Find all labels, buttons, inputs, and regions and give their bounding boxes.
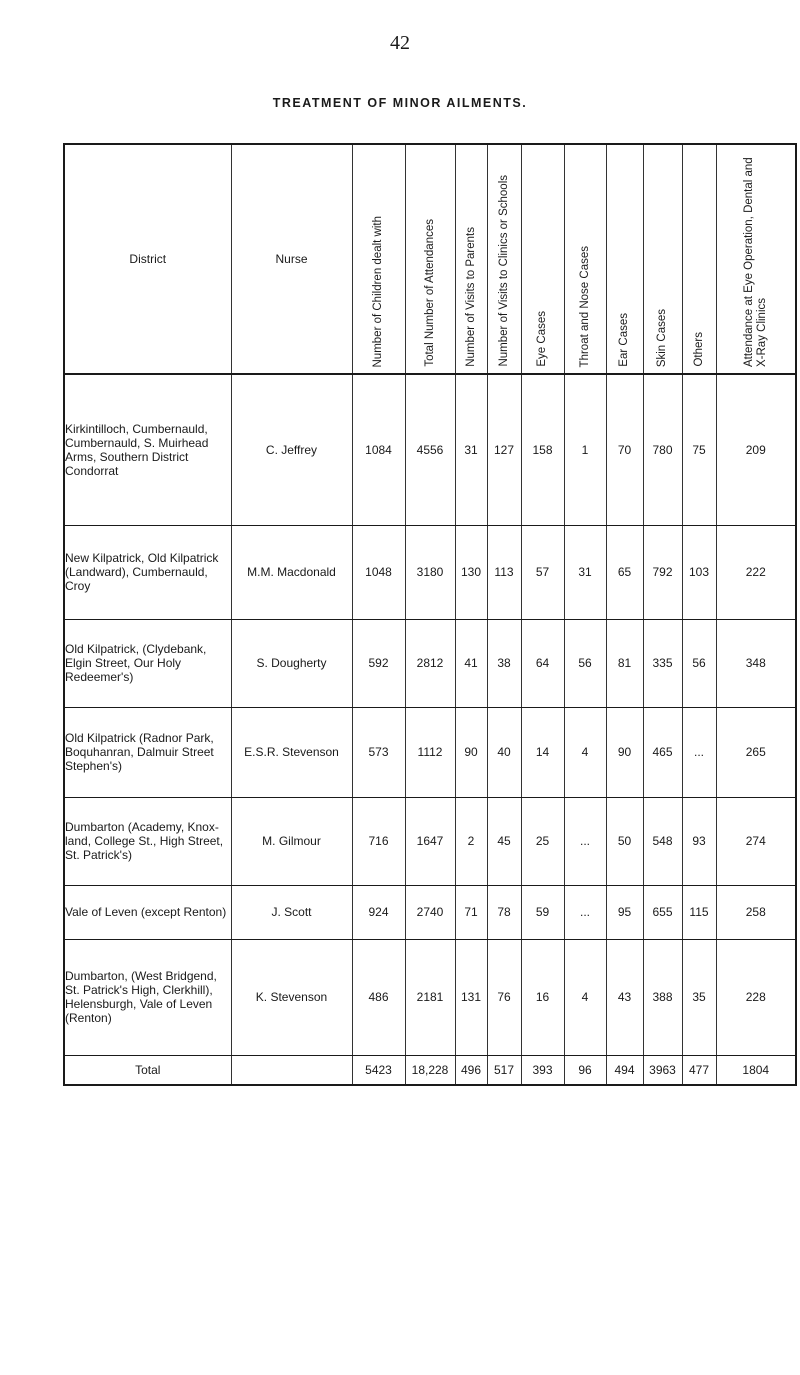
- attendances-cell: 3180: [405, 525, 455, 619]
- eye-cell: 158: [521, 374, 564, 525]
- others-cell: 93: [682, 797, 716, 885]
- minor-ailments-table: [63, 143, 797, 1086]
- eye-cell: 16: [521, 939, 564, 1055]
- nurse-cell: E.S.R. Stevenson: [231, 707, 352, 797]
- ear-cell: 70: [606, 374, 643, 525]
- others-cell: ...: [682, 707, 716, 797]
- attendance-clinics-cell: 222: [716, 525, 796, 619]
- nurse-cell: S. Dougherty: [231, 619, 352, 707]
- attendance-clinics-cell: 265: [716, 707, 796, 797]
- skin-cell: 548: [643, 797, 682, 885]
- header-skin-cases: Skin Cases: [643, 144, 682, 374]
- header-nurse: Nurse: [231, 144, 352, 374]
- others-cell: 35: [682, 939, 716, 1055]
- visits-clinics-cell: 38: [487, 619, 521, 707]
- visits-clinics-cell: 113: [487, 525, 521, 619]
- children-cell: 1084: [352, 374, 405, 525]
- total-nurse-cell: [231, 1055, 352, 1085]
- attendance-clinics-cell: 209: [716, 374, 796, 525]
- nurse-cell: M.M. Macdonald: [231, 525, 352, 619]
- visits-clinics-cell: 40: [487, 707, 521, 797]
- eye-cell: 14: [521, 707, 564, 797]
- attendances-cell: 2812: [405, 619, 455, 707]
- children-cell: 1048: [352, 525, 405, 619]
- attendance-clinics-cell: 258: [716, 885, 796, 939]
- others-cell: 75: [682, 374, 716, 525]
- skin-cell: 792: [643, 525, 682, 619]
- total-eye: 393: [521, 1055, 564, 1085]
- attendances-cell: 1647: [405, 797, 455, 885]
- throat-cell: ...: [564, 797, 606, 885]
- skin-cell: 465: [643, 707, 682, 797]
- district-cell: Kirkintilloch, Cumbernauld, Cumbernauld, S. Muirhead Arms, Southern District Condorrat: [64, 374, 231, 525]
- table-row: [64, 374, 796, 525]
- ear-cell: 65: [606, 525, 643, 619]
- throat-cell: 31: [564, 525, 606, 619]
- throat-cell: 4: [564, 939, 606, 1055]
- header-eye-cases: Eye Cases: [521, 144, 564, 374]
- visits-parents-cell: 130: [455, 525, 487, 619]
- skin-cell: 780: [643, 374, 682, 525]
- header-throat-nose-cases: Throat and Nose Cases: [564, 144, 606, 374]
- ear-cell: 95: [606, 885, 643, 939]
- total-skin: 3963: [643, 1055, 682, 1085]
- table-row: [64, 939, 796, 1055]
- header-attendance-clinics: Attendance at Eye Operation, Dental and X-Ray Clinics: [716, 144, 796, 374]
- visits-parents-cell: 41: [455, 619, 487, 707]
- children-cell: 573: [352, 707, 405, 797]
- header-visits-parents: Number of Visits to Parents: [455, 144, 487, 374]
- throat-cell: 56: [564, 619, 606, 707]
- ear-cell: 90: [606, 707, 643, 797]
- visits-parents-cell: 90: [455, 707, 487, 797]
- total-attendance-clinics: 1804: [716, 1055, 796, 1085]
- district-cell: Old Kilpatrick (Radnor Park, Boquhanran, Dalmuir Street Stephen's): [64, 707, 231, 797]
- children-cell: 486: [352, 939, 405, 1055]
- children-cell: 924: [352, 885, 405, 939]
- total-children: 5423: [352, 1055, 405, 1085]
- total-attendances: 18,228: [405, 1055, 455, 1085]
- document-title: TREATMENT OF MINOR AILMENTS.: [272, 96, 528, 110]
- total-visits-clinics: 517: [487, 1055, 521, 1085]
- eye-cell: 57: [521, 525, 564, 619]
- others-cell: 56: [682, 619, 716, 707]
- visits-parents-cell: 131: [455, 939, 487, 1055]
- visits-parents-cell: 71: [455, 885, 487, 939]
- others-cell: 103: [682, 525, 716, 619]
- visits-clinics-cell: 127: [487, 374, 521, 525]
- table-row: [64, 797, 796, 885]
- attendances-cell: 2181: [405, 939, 455, 1055]
- visits-clinics-cell: 45: [487, 797, 521, 885]
- visits-clinics-cell: 78: [487, 885, 521, 939]
- header-others: Others: [682, 144, 716, 374]
- visits-parents-cell: 2: [455, 797, 487, 885]
- children-cell: 592: [352, 619, 405, 707]
- attendances-cell: 4556: [405, 374, 455, 525]
- total-label: Total: [64, 1055, 231, 1085]
- header-attendances: Total Number of Attendances: [405, 144, 455, 374]
- district-cell: Dumbarton, (West Bridgend, St. Patrick's High, Clerkhill), Helensburgh, Vale of Leven (Renton): [64, 939, 231, 1055]
- skin-cell: 655: [643, 885, 682, 939]
- ear-cell: 43: [606, 939, 643, 1055]
- header-ear-cases: Ear Cases: [606, 144, 643, 374]
- total-visits-parents: 496: [455, 1055, 487, 1085]
- throat-cell: ...: [564, 885, 606, 939]
- table-row: [64, 707, 796, 797]
- attendance-clinics-cell: 228: [716, 939, 796, 1055]
- visits-clinics-cell: 76: [487, 939, 521, 1055]
- visits-parents-cell: 31: [455, 374, 487, 525]
- page-number: 42: [390, 32, 410, 54]
- attendance-clinics-cell: 274: [716, 797, 796, 885]
- attendances-cell: 1112: [405, 707, 455, 797]
- table-row: [64, 525, 796, 619]
- eye-cell: 59: [521, 885, 564, 939]
- header-visits-clinics: Number of Visits to Clinics or Schools: [487, 144, 521, 374]
- district-cell: New Kilpatrick, Old Kilpatrick (Landward), Cumbernauld, Croy: [64, 525, 231, 619]
- nurse-cell: C. Jeffrey: [231, 374, 352, 525]
- table-row: [64, 885, 796, 939]
- skin-cell: 388: [643, 939, 682, 1055]
- table-row: [64, 619, 796, 707]
- nurse-cell: M. Gilmour: [231, 797, 352, 885]
- others-cell: 115: [682, 885, 716, 939]
- header-children: Number of Children dealt with: [352, 144, 405, 374]
- children-cell: 716: [352, 797, 405, 885]
- throat-cell: 4: [564, 707, 606, 797]
- total-throat: 96: [564, 1055, 606, 1085]
- header-district: District: [64, 144, 231, 374]
- eye-cell: 25: [521, 797, 564, 885]
- district-cell: Old Kilpatrick, (Clydebank, Elgin Street, Our Holy Redeemer's): [64, 619, 231, 707]
- skin-cell: 335: [643, 619, 682, 707]
- nurse-cell: K. Stevenson: [231, 939, 352, 1055]
- eye-cell: 64: [521, 619, 564, 707]
- ear-cell: 81: [606, 619, 643, 707]
- total-row: [64, 1055, 796, 1085]
- throat-cell: 1: [564, 374, 606, 525]
- attendances-cell: 2740: [405, 885, 455, 939]
- district-cell: Dumbarton (Academy, Knox-land, College St., High Street, St. Patrick's): [64, 797, 231, 885]
- ear-cell: 50: [606, 797, 643, 885]
- district-cell: Vale of Leven (except Renton): [64, 885, 231, 939]
- total-ear: 494: [606, 1055, 643, 1085]
- header-row: [64, 144, 796, 374]
- total-others: 477: [682, 1055, 716, 1085]
- nurse-cell: J. Scott: [231, 885, 352, 939]
- attendance-clinics-cell: 348: [716, 619, 796, 707]
